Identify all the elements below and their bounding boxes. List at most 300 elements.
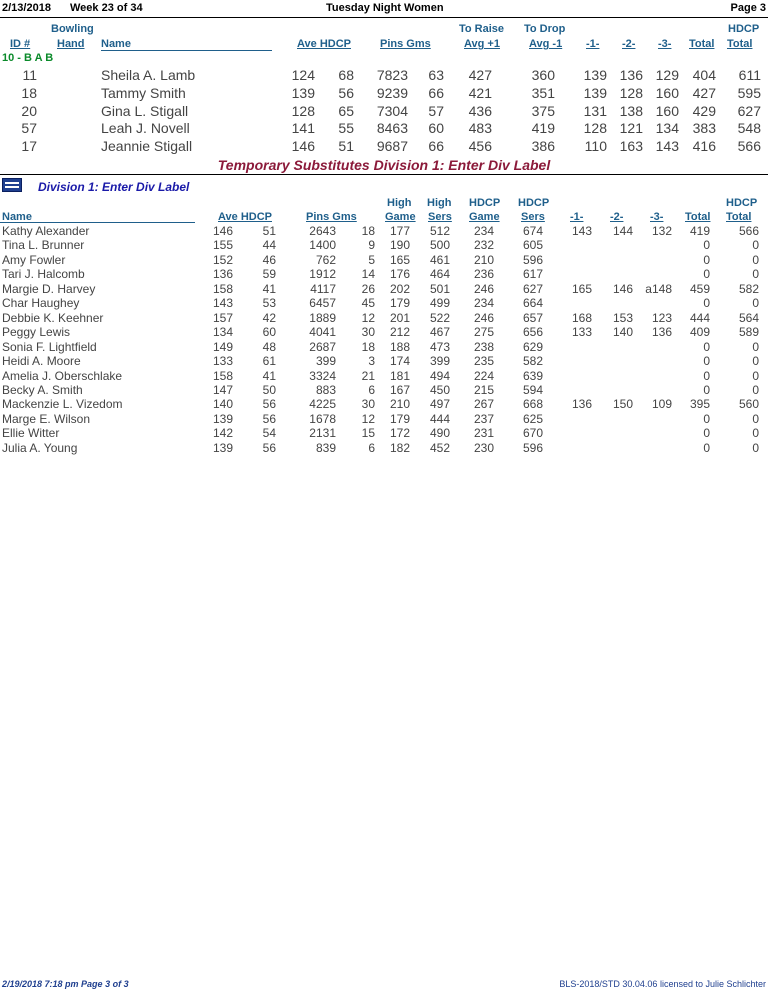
col-hdcp-total: Total <box>727 38 753 50</box>
sub-hdcp-sers: 629 <box>522 339 543 354</box>
team-name: Leah J. Novell <box>101 120 190 137</box>
team-name: Tammy Smith <box>101 84 186 101</box>
col-game-2: -2- <box>622 38 636 50</box>
team-pins: 7823 <box>376 67 408 83</box>
sub-col-hdcp-total-1: HDCP <box>726 197 758 209</box>
sub-high-game: 167 <box>389 382 410 397</box>
team-ave: 141 <box>291 120 315 137</box>
sub-g3: 109 <box>651 397 672 412</box>
sub-pins: 1889 <box>309 310 336 325</box>
sub-high-sers: 467 <box>429 325 450 340</box>
sub-ave: 134 <box>212 325 233 340</box>
sub-name: Sonia F. Lightfield <box>2 339 97 354</box>
bowling-lanes-icon <box>2 178 22 192</box>
sub-col-hdcp-game: Game <box>469 211 500 223</box>
sub-total: 0 <box>703 411 710 426</box>
team-g1: 139 <box>583 84 607 101</box>
sub-high-sers: 450 <box>429 382 450 397</box>
page-number: Page 3 <box>730 2 766 14</box>
sub-g1: 133 <box>571 325 592 340</box>
sub-name: Heidi A. Moore <box>2 354 81 369</box>
sub-g3: 132 <box>651 224 672 238</box>
sub-name-underline <box>0 222 195 223</box>
sub-gms: 3 <box>368 354 375 369</box>
team-total: 404 <box>692 67 716 83</box>
team-id: 17 <box>21 138 37 155</box>
team-ave: 146 <box>291 138 315 155</box>
sub-high-sers: 464 <box>429 267 450 282</box>
sub-g2: 140 <box>612 325 633 340</box>
sub-high-sers: 512 <box>429 224 450 238</box>
sub-hdcp-game: 236 <box>473 267 494 282</box>
sub-high-game: 188 <box>389 339 410 354</box>
name-underline <box>101 50 272 51</box>
team-name: Gina L. Stigall <box>101 102 189 119</box>
sub-name: Peggy Lewis <box>2 325 71 340</box>
team-pins: 9687 <box>376 138 408 155</box>
sub-hdcp: 56 <box>262 397 276 412</box>
sub-hdcp-sers: 605 <box>522 238 543 253</box>
sub-pins: 2687 <box>309 339 336 354</box>
sub-hdcp-sers: 625 <box>522 411 543 426</box>
sub-ave: 158 <box>212 281 233 296</box>
sub-name: Amelia J. Oberschlake <box>2 368 123 383</box>
sub-g2: 144 <box>612 224 633 238</box>
sub-total: 0 <box>703 252 710 267</box>
col-to-drop: To Drop <box>524 23 566 35</box>
sub-pins: 4225 <box>309 397 336 412</box>
sub-hdcp: 50 <box>262 382 276 397</box>
substitute-row <box>0 311 768 325</box>
sub-hdcp: 44 <box>262 238 276 253</box>
sub-hdcp-sers: 617 <box>522 267 543 282</box>
col-to-raise: To Raise <box>459 23 505 35</box>
sub-col-hdcp-total: Total <box>726 211 752 223</box>
substitute-row <box>0 412 768 426</box>
sub-high-game: 212 <box>389 325 410 340</box>
sub-hdcp-sers: 596 <box>522 440 543 455</box>
sub-col-ave-hdcp: Ave HDCP <box>218 211 272 223</box>
sub-hdcp-game: 246 <box>473 310 494 325</box>
sub-high-game: 179 <box>389 296 410 311</box>
substitute-row <box>0 238 768 252</box>
sub-high-game: 165 <box>389 252 410 267</box>
sub-col-name: Name <box>2 211 32 223</box>
team-hdcp-total: 611 <box>738 67 761 83</box>
team-drop: 419 <box>531 120 555 137</box>
sub-hdcp-total: 0 <box>752 252 759 267</box>
team-gms: 66 <box>428 138 444 155</box>
col-bowling: Bowling <box>51 23 94 35</box>
substitute-row <box>0 224 768 238</box>
sub-gms: 9 <box>368 238 375 253</box>
sub-col-hdcp-sers-1: HDCP <box>518 197 550 209</box>
team-hdcp-total: 627 <box>737 102 761 119</box>
report-date: 2/13/2018 <box>2 2 51 14</box>
team-g3: 129 <box>655 67 679 83</box>
team-gms: 60 <box>428 120 444 137</box>
sub-hdcp-sers: 627 <box>522 281 543 296</box>
team-drop: 375 <box>531 102 555 119</box>
sub-high-game: 174 <box>389 354 410 369</box>
team-hdcp: 65 <box>338 102 354 119</box>
sub-total: 0 <box>703 296 710 311</box>
sub-hdcp-sers: 656 <box>522 325 543 340</box>
sub-hdcp: 61 <box>262 354 276 369</box>
sub-gms: 12 <box>361 310 375 325</box>
sub-high-sers: 473 <box>429 339 450 354</box>
substitute-row <box>0 282 768 296</box>
sub-hdcp: 42 <box>262 310 276 325</box>
sub-high-sers: 452 <box>429 440 450 455</box>
sub-ave: 139 <box>212 411 233 426</box>
team-name: Sheila A. Lamb <box>101 67 196 83</box>
division-label: Division 1: Enter Div Label <box>38 180 190 194</box>
col-hand: Hand <box>57 38 85 50</box>
sub-g1: 143 <box>571 224 592 238</box>
col-hdcp: HDCP <box>728 23 760 35</box>
sub-hdcp-total: 0 <box>752 426 759 441</box>
sub-hdcp: 51 <box>262 224 276 238</box>
sub-pins: 4041 <box>309 325 336 340</box>
footer-print-info: 2/19/2018 7:18 pm Page 3 of 3 <box>2 979 129 989</box>
sub-col-high-2: High <box>427 197 452 209</box>
team-g3: 143 <box>655 138 679 155</box>
sub-pins: 762 <box>315 252 336 267</box>
sub-hdcp: 54 <box>262 426 276 441</box>
sub-gms: 21 <box>361 368 375 383</box>
team-ave: 128 <box>291 102 315 119</box>
team-gms: 63 <box>428 67 444 83</box>
team-gms: 57 <box>428 102 444 119</box>
sub-high-sers: 461 <box>429 252 450 267</box>
team-g1: 139 <box>583 67 607 83</box>
sub-col-high-1: High <box>387 197 412 209</box>
team-hdcp-total: 566 <box>737 138 761 155</box>
team-hdcp: 55 <box>338 120 354 137</box>
sub-high-game: 179 <box>389 411 410 426</box>
sub-hdcp: 53 <box>262 296 276 311</box>
sub-col-high-game: Game <box>385 211 416 223</box>
team-gms: 66 <box>428 84 444 101</box>
sub-high-game: 176 <box>389 267 410 282</box>
sub-total: 0 <box>703 440 710 455</box>
sub-hdcp-sers: 594 <box>522 382 543 397</box>
sub-pins: 4117 <box>310 281 336 296</box>
sub-g3: a148 <box>645 281 672 296</box>
team-row <box>0 138 768 156</box>
sub-name: Julia A. Young <box>2 440 78 455</box>
sub-gms: 30 <box>361 325 375 340</box>
sub-ave: 139 <box>212 440 233 455</box>
team-drop: 360 <box>531 67 555 83</box>
section-divider <box>0 174 768 175</box>
sub-ave: 142 <box>212 426 233 441</box>
sub-gms: 6 <box>368 382 375 397</box>
sub-ave: 157 <box>212 310 233 325</box>
team-id: 20 <box>21 102 37 119</box>
team-id: 57 <box>21 120 37 137</box>
sub-name: Kathy Alexander <box>2 224 90 238</box>
team-raise: 436 <box>468 102 492 119</box>
team-ave: 124 <box>291 67 315 83</box>
team-row <box>0 103 768 121</box>
sub-high-sers: 501 <box>429 281 450 296</box>
team-id: 18 <box>21 84 37 101</box>
sub-ave: 136 <box>212 267 233 282</box>
substitute-row <box>0 383 768 397</box>
report-header <box>0 0 768 18</box>
sub-col-total: Total <box>685 211 711 223</box>
team-drop: 386 <box>531 138 555 155</box>
sub-hdcp-total: 582 <box>738 281 759 296</box>
team-raise: 421 <box>468 84 492 101</box>
sub-hdcp-total: 564 <box>738 310 759 325</box>
sub-hdcp-game: 246 <box>473 281 494 296</box>
sub-total: 459 <box>689 281 710 296</box>
team-raise: 456 <box>468 138 492 155</box>
team-pins: 7304 <box>376 102 408 119</box>
substitute-row <box>0 441 768 455</box>
sub-high-game: 177 <box>389 224 410 238</box>
col-game-1: -1- <box>586 38 600 50</box>
sub-pins: 1678 <box>309 411 336 426</box>
sub-ave: 146 <box>212 224 233 238</box>
substitute-row <box>0 397 768 411</box>
sub-pins: 2131 <box>309 426 336 441</box>
sub-col-hdcp-game-1: HDCP <box>469 197 501 209</box>
temp-subs-title: Temporary Substitutes Division 1: Enter Div Label <box>217 157 551 173</box>
sub-name: Marge E. Wilson <box>2 411 91 426</box>
sub-hdcp-total: 0 <box>752 267 759 282</box>
sub-hdcp-total: 0 <box>752 296 759 311</box>
report-week: Week 23 of 34 <box>70 2 143 14</box>
sub-name: Char Haughey <box>2 296 80 311</box>
team-total: 427 <box>692 84 716 101</box>
sub-high-sers: 499 <box>429 296 450 311</box>
team-pins: 9239 <box>376 84 408 101</box>
sub-ave: 147 <box>212 382 233 397</box>
sub-hdcp-game: 235 <box>473 354 494 369</box>
sub-ave: 158 <box>212 368 233 383</box>
sub-name: Mackenzie L. Vizedom <box>2 397 123 412</box>
sub-hdcp-game: 234 <box>473 296 494 311</box>
substitute-row <box>0 325 768 339</box>
sub-col-game-2: -2- <box>610 211 624 223</box>
team-hdcp-total: 595 <box>737 84 761 101</box>
team-g2: 121 <box>619 120 643 137</box>
sub-high-sers: 522 <box>429 310 450 325</box>
sub-gms: 18 <box>361 224 375 238</box>
team-g2: 136 <box>619 67 643 83</box>
sub-pins: 399 <box>315 354 336 369</box>
sub-hdcp-total: 0 <box>752 354 759 369</box>
sub-gms: 12 <box>361 411 375 426</box>
sub-gms: 14 <box>361 267 375 282</box>
team-g1: 110 <box>584 138 607 155</box>
sub-name: Tari J. Halcomb <box>2 267 85 282</box>
col-id: ID # <box>10 38 31 50</box>
col-name: Name <box>101 38 131 50</box>
sub-total: 0 <box>703 426 710 441</box>
sub-name: Tina L. Brunner <box>2 238 85 253</box>
sub-total: 419 <box>689 224 710 238</box>
sub-total: 0 <box>703 238 710 253</box>
team-row <box>0 85 768 103</box>
sub-ave: 155 <box>212 238 233 253</box>
sub-hdcp-game: 234 <box>473 224 494 238</box>
sub-high-game: 201 <box>389 310 410 325</box>
team-hdcp: 51 <box>338 138 354 155</box>
sub-name: Margie D. Harvey <box>2 281 96 296</box>
team-id: 11 <box>22 67 37 83</box>
col-avg-minus-1: Avg -1 <box>529 38 563 50</box>
sub-hdcp-sers: 664 <box>522 296 543 311</box>
sub-pins: 6457 <box>309 296 336 311</box>
sub-hdcp-game: 210 <box>473 252 494 267</box>
sub-g1: 165 <box>571 281 592 296</box>
sub-hdcp: 56 <box>262 411 276 426</box>
sub-gms: 30 <box>361 397 375 412</box>
sub-hdcp-total: 589 <box>738 325 759 340</box>
team-row <box>0 120 768 138</box>
sub-pins: 1912 <box>309 267 336 282</box>
sub-hdcp-game: 224 <box>473 368 494 383</box>
sub-high-sers: 490 <box>429 426 450 441</box>
sub-high-sers: 497 <box>429 397 450 412</box>
sub-g1: 136 <box>571 397 592 412</box>
sub-total: 0 <box>703 354 710 369</box>
sub-ave: 143 <box>212 296 233 311</box>
sub-hdcp-total: 560 <box>738 397 759 412</box>
col-avg-plus-1: Avg +1 <box>464 38 500 50</box>
team-hdcp: 56 <box>338 84 354 101</box>
team-g3: 134 <box>655 120 679 137</box>
sub-g2: 146 <box>612 281 633 296</box>
team-g2: 138 <box>619 102 643 119</box>
team-total: 416 <box>692 138 716 155</box>
sub-hdcp-game: 231 <box>473 426 494 441</box>
sub-hdcp: 41 <box>262 368 276 383</box>
team-g3: 160 <box>655 102 679 119</box>
sub-high-game: 181 <box>389 368 410 383</box>
sub-g2: 153 <box>612 310 633 325</box>
team-g1: 131 <box>583 102 607 119</box>
substitute-row <box>0 426 768 440</box>
sub-hdcp-total: 0 <box>752 440 759 455</box>
substitute-row <box>0 296 768 310</box>
sub-hdcp-sers: 670 <box>522 426 543 441</box>
sub-gms: 6 <box>368 440 375 455</box>
team-g2: 128 <box>619 84 643 101</box>
sub-name: Ellie Witter <box>2 426 60 441</box>
sub-ave: 140 <box>212 397 233 412</box>
sub-hdcp-total: 566 <box>738 224 759 238</box>
sub-high-sers: 494 <box>429 368 450 383</box>
sub-gms: 15 <box>361 426 375 441</box>
team-total: 429 <box>692 102 716 119</box>
sub-total: 0 <box>703 368 710 383</box>
team-label: 10 - B A B <box>2 52 54 64</box>
league-name: Tuesday Night Women <box>326 2 444 14</box>
col-total: Total <box>689 38 715 50</box>
sub-gms: 18 <box>361 339 375 354</box>
sub-hdcp-game: 230 <box>473 440 494 455</box>
sub-g3: 136 <box>651 325 672 340</box>
sub-total: 395 <box>689 397 710 412</box>
col-ave-hdcp: Ave HDCP <box>297 38 351 50</box>
sub-g3: 123 <box>651 310 672 325</box>
sub-high-sers: 444 <box>429 411 450 426</box>
sub-hdcp-sers: 582 <box>522 354 543 369</box>
sub-hdcp-game: 238 <box>473 339 494 354</box>
substitute-row <box>0 369 768 383</box>
team-pins: 8463 <box>376 120 408 137</box>
sub-col-high-sers: Sers <box>428 211 452 223</box>
substitute-row <box>0 267 768 281</box>
sub-hdcp: 48 <box>262 339 276 354</box>
sub-hdcp-total: 0 <box>752 382 759 397</box>
sub-pins: 883 <box>315 382 336 397</box>
sub-hdcp-sers: 668 <box>522 397 543 412</box>
sub-hdcp-sers: 657 <box>522 310 543 325</box>
team-g2: 163 <box>619 138 643 155</box>
sub-hdcp-total: 0 <box>752 238 759 253</box>
sub-high-game: 202 <box>389 281 410 296</box>
team-g3: 160 <box>655 84 679 101</box>
team-drop: 351 <box>531 84 555 101</box>
sub-ave: 152 <box>212 252 233 267</box>
footer-license: BLS-2018/STD 30.04.06 licensed to Julie Schlichter <box>559 979 766 989</box>
team-hdcp: 68 <box>338 67 354 83</box>
sub-hdcp: 60 <box>262 325 276 340</box>
sub-hdcp-total: 0 <box>752 411 759 426</box>
sub-total: 409 <box>689 325 710 340</box>
sub-ave: 133 <box>212 354 233 369</box>
sub-pins: 1400 <box>309 238 336 253</box>
sub-hdcp-total: 0 <box>752 339 759 354</box>
substitute-row <box>0 354 768 368</box>
sub-hdcp: 56 <box>262 440 276 455</box>
team-raise: 427 <box>468 67 492 83</box>
sub-ave: 149 <box>212 339 233 354</box>
sub-pins: 839 <box>315 440 336 455</box>
sub-high-game: 172 <box>389 426 410 441</box>
team-ave: 139 <box>291 84 315 101</box>
col-pins-gms: Pins Gms <box>380 38 431 50</box>
sub-col-game-3: -3- <box>650 211 664 223</box>
team-g1: 128 <box>583 120 607 137</box>
sub-name: Becky A. Smith <box>2 382 83 397</box>
sub-hdcp-sers: 674 <box>522 224 543 238</box>
substitute-row <box>0 340 768 354</box>
sub-gms: 26 <box>361 281 375 296</box>
team-total: 383 <box>692 120 716 137</box>
sub-hdcp-game: 232 <box>473 238 494 253</box>
sub-high-game: 182 <box>389 440 410 455</box>
sub-high-sers: 500 <box>429 238 450 253</box>
team-name: Jeannie Stigall <box>101 138 193 155</box>
sub-hdcp: 46 <box>262 252 276 267</box>
sub-g2: 150 <box>612 397 633 412</box>
sub-pins: 2643 <box>309 224 336 238</box>
sub-hdcp: 41 <box>262 281 276 296</box>
sub-gms: 45 <box>361 296 375 311</box>
sub-hdcp-total: 0 <box>752 368 759 383</box>
sub-hdcp-sers: 639 <box>522 368 543 383</box>
sub-total: 0 <box>703 382 710 397</box>
team-hdcp-total: 548 <box>737 120 761 137</box>
